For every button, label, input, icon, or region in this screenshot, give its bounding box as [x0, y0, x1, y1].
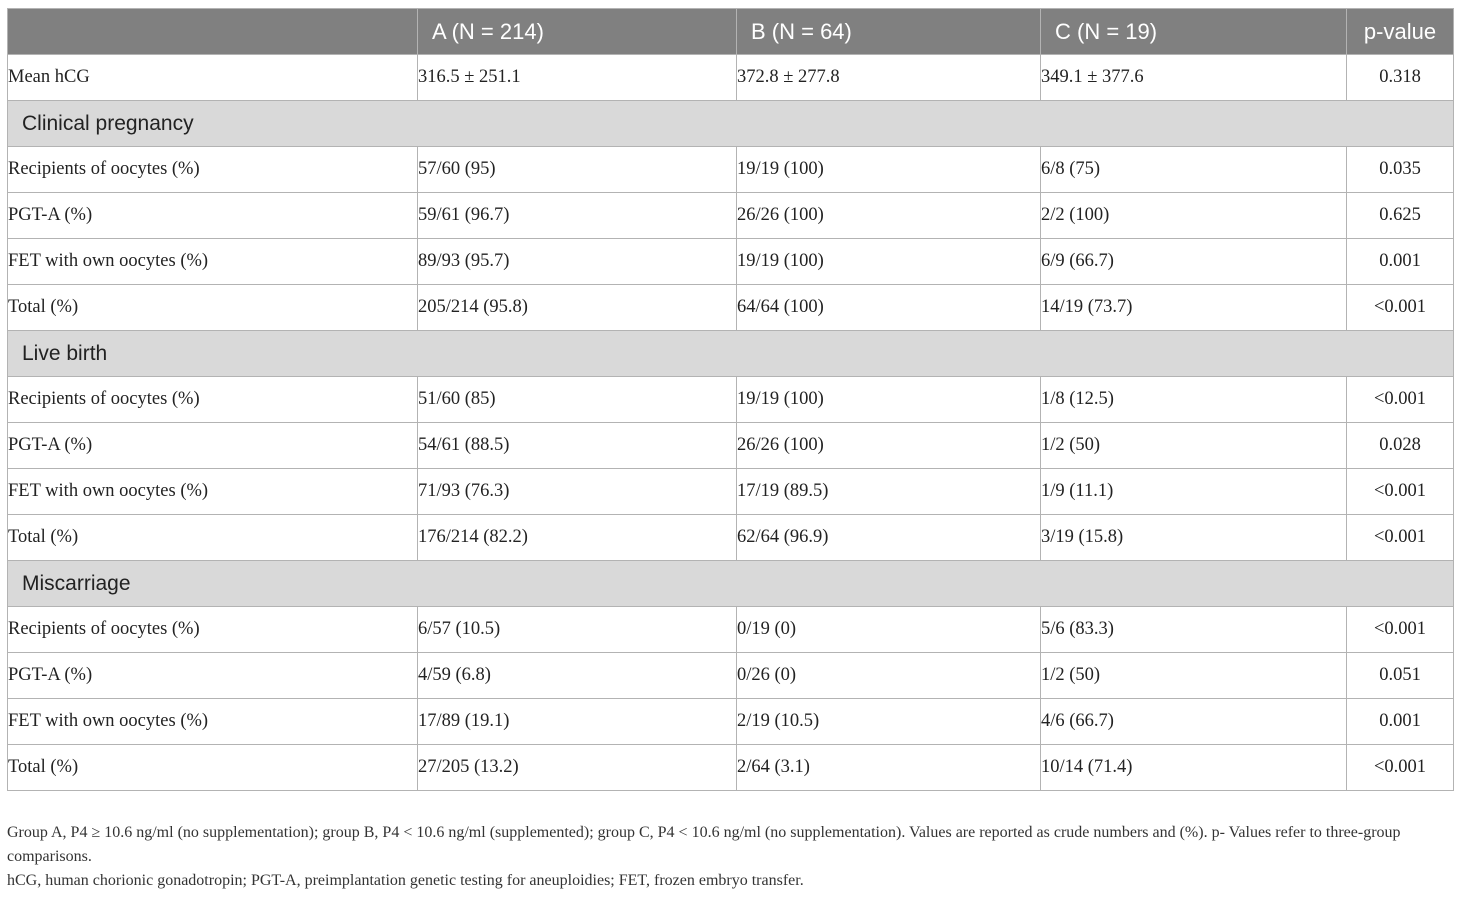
table-row	[8, 469, 1454, 515]
cell-group-b: 0/19 (0)	[737, 607, 1041, 653]
table-row	[8, 377, 1454, 423]
section-row-clinical-pregnancy	[8, 101, 1454, 147]
cell-p-value: <0.001	[1347, 515, 1454, 561]
table-footnotes	[7, 821, 1455, 893]
cell-group-c: 2/2 (100)	[1041, 193, 1347, 239]
row-label: Total (%)	[8, 285, 418, 331]
table-row	[8, 285, 1454, 331]
cell-group-c: 1/8 (12.5)	[1041, 377, 1347, 423]
row-label: FET with own oocytes (%)	[8, 469, 418, 515]
cell-p-value: 0.625	[1347, 193, 1454, 239]
table-body	[8, 55, 1454, 791]
table-row	[8, 147, 1454, 193]
row-label: PGT-A (%)	[8, 423, 418, 469]
cell-group-a: 4/59 (6.8)	[418, 653, 737, 699]
row-label: Recipients of oocytes (%)	[8, 147, 418, 193]
row-label: Mean hCG	[8, 55, 418, 101]
row-label: PGT-A (%)	[8, 653, 418, 699]
cell-group-c: 1/2 (50)	[1041, 423, 1347, 469]
cell-group-a: 6/57 (10.5)	[418, 607, 737, 653]
cell-group-c: 4/6 (66.7)	[1041, 699, 1347, 745]
row-label: Total (%)	[8, 745, 418, 791]
row-label: PGT-A (%)	[8, 193, 418, 239]
cell-group-a: 51/60 (85)	[418, 377, 737, 423]
cell-group-a: 89/93 (95.7)	[418, 239, 737, 285]
header-group-c: C (N = 19)	[1041, 9, 1347, 55]
cell-group-b: 372.8 ± 277.8	[737, 55, 1041, 101]
cell-group-a: 27/205 (13.2)	[418, 745, 737, 791]
cell-group-b: 19/19 (100)	[737, 377, 1041, 423]
table-row	[8, 699, 1454, 745]
table-row	[8, 423, 1454, 469]
cell-group-c: 6/8 (75)	[1041, 147, 1347, 193]
cell-group-a: 176/214 (82.2)	[418, 515, 737, 561]
footnote-groups: Group A, P4 ≥ 10.6 ng/ml (no supplementation); group B, P4 < 10.6 ng/ml (supplemented); group C, P4 < 10.6 ng/ml (no supplementation). Values are reported as crude numbers and (%). p- Values refer to three-group comparisons.	[7, 824, 1401, 865]
header-p-value: p-value	[1347, 9, 1454, 55]
header-group-a: A (N = 214)	[418, 9, 737, 55]
cell-group-a: 54/61 (88.5)	[418, 423, 737, 469]
table-row-mean-hcg	[8, 55, 1454, 101]
cell-group-b: 17/19 (89.5)	[737, 469, 1041, 515]
table-row	[8, 607, 1454, 653]
cell-group-b: 19/19 (100)	[737, 147, 1041, 193]
cell-group-b: 62/64 (96.9)	[737, 515, 1041, 561]
section-title: Live birth	[8, 331, 1454, 377]
cell-p-value: 0.318	[1347, 55, 1454, 101]
cell-p-value: 0.001	[1347, 699, 1454, 745]
table-row	[8, 239, 1454, 285]
cell-group-b: 2/19 (10.5)	[737, 699, 1041, 745]
cell-group-a: 71/93 (76.3)	[418, 469, 737, 515]
header-row	[8, 9, 1454, 55]
section-row-miscarriage	[8, 561, 1454, 607]
cell-group-c: 1/2 (50)	[1041, 653, 1347, 699]
section-title: Miscarriage	[8, 561, 1454, 607]
row-label: Recipients of oocytes (%)	[8, 607, 418, 653]
cell-p-value: <0.001	[1347, 285, 1454, 331]
cell-group-b: 0/26 (0)	[737, 653, 1041, 699]
cell-group-c: 1/9 (11.1)	[1041, 469, 1347, 515]
cell-p-value: <0.001	[1347, 745, 1454, 791]
table-row	[8, 745, 1454, 791]
cell-p-value: 0.028	[1347, 423, 1454, 469]
cell-group-b: 2/64 (3.1)	[737, 745, 1041, 791]
cell-p-value: <0.001	[1347, 377, 1454, 423]
cell-group-c: 6/9 (66.7)	[1041, 239, 1347, 285]
results-table-container	[7, 8, 1453, 791]
table-row	[8, 193, 1454, 239]
cell-group-a: 59/61 (96.7)	[418, 193, 737, 239]
table-header	[8, 9, 1454, 55]
cell-group-b: 19/19 (100)	[737, 239, 1041, 285]
cell-group-b: 26/26 (100)	[737, 193, 1041, 239]
table-row	[8, 653, 1454, 699]
section-title: Clinical pregnancy	[8, 101, 1454, 147]
row-label: Total (%)	[8, 515, 418, 561]
cell-p-value: <0.001	[1347, 469, 1454, 515]
cell-group-c: 5/6 (83.3)	[1041, 607, 1347, 653]
cell-group-a: 316.5 ± 251.1	[418, 55, 737, 101]
cell-group-c: 349.1 ± 377.6	[1041, 55, 1347, 101]
row-label: Recipients of oocytes (%)	[8, 377, 418, 423]
cell-group-c: 14/19 (73.7)	[1041, 285, 1347, 331]
cell-group-c: 10/14 (71.4)	[1041, 745, 1347, 791]
cell-group-a: 57/60 (95)	[418, 147, 737, 193]
section-row-live-birth	[8, 331, 1454, 377]
table-row	[8, 515, 1454, 561]
cell-p-value: 0.001	[1347, 239, 1454, 285]
row-label: FET with own oocytes (%)	[8, 239, 418, 285]
footnote-abbreviations: hCG, human chorionic gonadotropin; PGT-A, preimplantation genetic testing for aneuploidies; FET, frozen embryo transfer.	[7, 872, 804, 889]
results-table	[7, 8, 1454, 791]
header-group-b: B (N = 64)	[737, 9, 1041, 55]
cell-p-value: <0.001	[1347, 607, 1454, 653]
cell-p-value: 0.051	[1347, 653, 1454, 699]
cell-group-a: 17/89 (19.1)	[418, 699, 737, 745]
cell-group-c: 3/19 (15.8)	[1041, 515, 1347, 561]
cell-group-b: 64/64 (100)	[737, 285, 1041, 331]
row-label: FET with own oocytes (%)	[8, 699, 418, 745]
cell-group-a: 205/214 (95.8)	[418, 285, 737, 331]
cell-group-b: 26/26 (100)	[737, 423, 1041, 469]
cell-p-value: 0.035	[1347, 147, 1454, 193]
header-label-column	[8, 9, 418, 55]
